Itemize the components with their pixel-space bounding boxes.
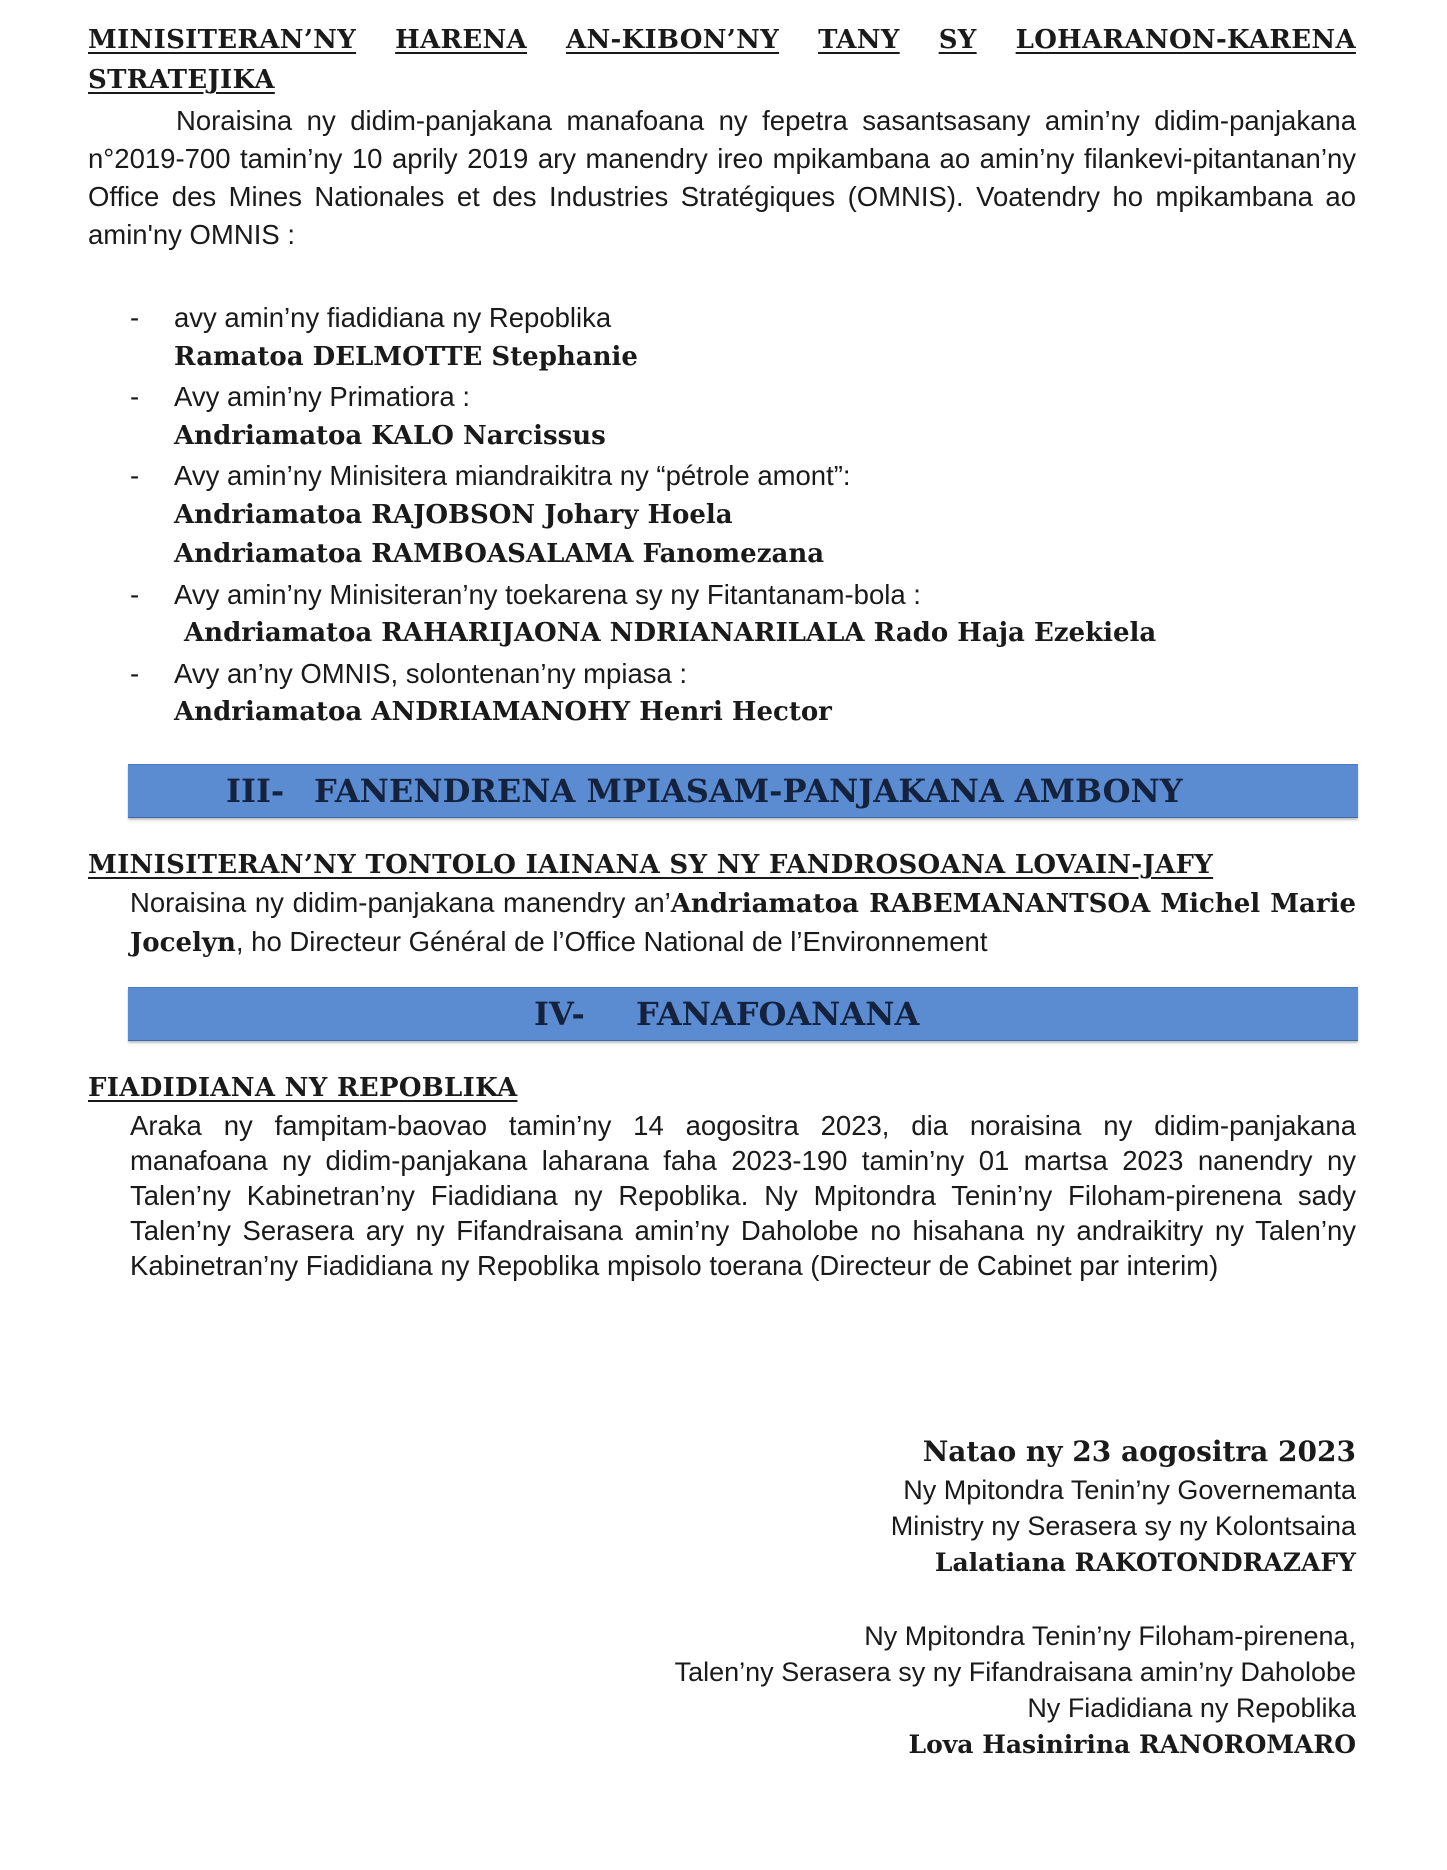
member-role-text: avy amin’ny fiadidiana ny Repoblika (174, 302, 612, 333)
environment-paragraph (130, 884, 1356, 962)
heading-word: AN-KIBON’NY (566, 25, 780, 55)
section-heading-presidency: FIADIDIANA NY REPOBLIKA (88, 1073, 518, 1103)
section-heading-mines (88, 20, 1356, 100)
dash-bullet: - (130, 657, 140, 689)
banner-title: FANAFOANANA (636, 995, 920, 1033)
heading-word: HARENA (395, 25, 528, 55)
signature-role: Ny Mpitondra Tenin’ny Governemanta (903, 1475, 1356, 1505)
appointee-name: Andriamatoa RABEMANANTSOA Michel Marie Jocelyn (130, 889, 1356, 958)
mines-paragraph (88, 102, 1356, 254)
section-banner-repeal (128, 987, 1358, 1041)
section-heading-environment: MINISITERAN’NY TONTOLO IAINANA SY NY FANDROSOANA LOVAIN-JAFY (88, 850, 1214, 880)
section-banner-appointments (128, 764, 1358, 818)
member-name: Andriamatoa KALO Narcissus (174, 420, 606, 451)
heading-line-2: STRATEJIKA (88, 65, 275, 95)
signature-block-presidency (675, 1618, 1356, 1764)
member-name: Ramatoa DELMOTTE Stephanie (174, 341, 638, 372)
paragraph-indent (88, 105, 176, 136)
member-name: Andriamatoa RAJOBSON Johary Hoela (174, 499, 733, 530)
banner-title: FANENDRENA MPIASAM-PANJAKANA AMBONY (314, 772, 1183, 810)
dash-bullet: - (130, 578, 140, 610)
member-name: Andriamatoa ANDRIAMANOHY Henri Hector (174, 697, 832, 727)
member-name: Andriamatoa RAHARIJAONA NDRIANARILALA Rado Haja Ezekiela (184, 618, 1157, 648)
member-name: Andriamatoa RAMBOASALAMA Fanomezana (174, 539, 825, 569)
member-role (130, 654, 1370, 694)
list-item (130, 575, 1370, 654)
list-item (130, 456, 1370, 575)
signatory-name: Lalatiana RAKOTONDRAZAFY (934, 1548, 1356, 1577)
member-role-text: Avy amin’ny Minisiteran’ny toekarena sy ny Fitantanam-bola : (174, 578, 921, 610)
member-role (130, 377, 1370, 417)
member-role (130, 298, 1370, 338)
member-role (130, 456, 1370, 496)
list-item (130, 298, 1370, 377)
heading-word: MINISITERAN’NY (88, 25, 357, 55)
banner-number: III- (226, 772, 285, 810)
dash-bullet: - (130, 302, 140, 333)
environment-text-after: , ho Directeur Général de l’Office National de l’Environnement (235, 926, 988, 957)
signatory-name: Lova Hasinirina RANOROMARO (908, 1730, 1356, 1759)
list-item (130, 654, 1370, 733)
banner-number: IV- (534, 995, 585, 1033)
heading-word: TANY (818, 25, 900, 55)
signature-block-government (891, 1432, 1356, 1582)
dash-bullet: - (130, 381, 140, 412)
signature-role: Ny Mpitondra Tenin’ny Filoham-pirenena, (864, 1621, 1356, 1651)
list-item (130, 377, 1370, 456)
signature-date: Natao ny 23 aogositra 2023 (922, 1435, 1356, 1468)
member-list (130, 298, 1370, 733)
presidency-paragraph: Araka ny fampitam-baovao tamin’ny 14 aogositra 2023, dia noraisina ny didim-panjakana manafoana ny didim-panjakana laharana faha 2023-190 tamin’ny 01 martsa 2023 nanendry ny Talen’ny Kabinetran’ny Fiadidiana ny Repoblika. Ny Mpitondra Tenin’ny Filoham-pirenena sady Talen’ny Serasera ary ny Fifandraisana amin’ny Daholobe no hisahana ny andraikitry ny Talen’ny Kabinetran’ny Fiadidiana ny Repoblika mpisolo toerana (Directeur de Cabinet par interim) (130, 1110, 1356, 1281)
dash-bullet: - (130, 460, 140, 491)
member-role-text: Avy an’ny OMNIS, solontenan’ny mpiasa : (174, 657, 688, 689)
signature-role: Ministry ny Serasera sy ny Kolontsaina (890, 1511, 1356, 1541)
heading-word: LOHARANON-KARENA (1015, 25, 1356, 55)
member-role-text: Avy amin’ny Minisitera miandraikitra ny “pétrole amont”: (174, 460, 851, 491)
mines-paragraph-text: Noraisina ny didim-panjakana manafoana ny fepetra sasantsasany amin’ny didim-panjakana n°2019-700 tamin’ny 10 aprily 2019 ary manendry ireo mpikambana ao amin’ny filankevi-pitantanan’ny Office des Mines Nationales et des Industries Stratégiques (OMNIS). Voatendry ho mpikambana ao amin'ny OMNIS : (88, 105, 1356, 250)
environment-text-before: Noraisina ny didim-panjakana manendry an’ (130, 887, 671, 918)
heading-line-1 (88, 20, 1356, 60)
signature-role: Ny Fiadidiana ny Repoblika (1027, 1693, 1356, 1723)
member-role-text: Avy amin’ny Primatiora : (174, 381, 470, 412)
signature-role: Talen’ny Serasera sy ny Fifandraisana amin’ny Daholobe (674, 1657, 1356, 1687)
heading-word: SY (938, 25, 977, 55)
member-role (130, 575, 1370, 615)
